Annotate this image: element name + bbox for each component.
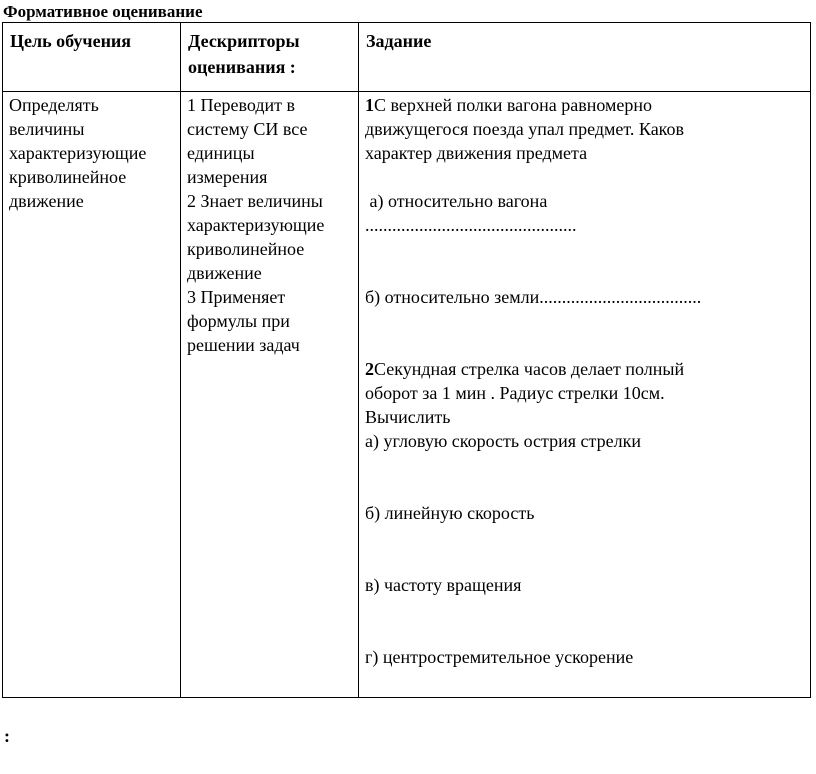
descriptor-line: движение xyxy=(187,263,262,283)
spacer xyxy=(365,525,810,573)
task1-option-b: б) относительно земли.................................... xyxy=(365,287,702,307)
task2-line3: Вычислить xyxy=(365,407,451,427)
footer-colon: : xyxy=(4,726,10,746)
descriptor-line: криволинейное xyxy=(187,239,305,259)
descriptor-line: формулы при xyxy=(187,311,290,331)
goal-line: величины xyxy=(9,119,85,139)
header-task: Задание xyxy=(366,31,432,51)
task2-line2: оборот за 1 мин . Радиус стрелки 10см. xyxy=(365,383,665,403)
spacer xyxy=(365,453,810,501)
descriptor-line: 1 Переводит в xyxy=(187,95,295,115)
task1-line1: 1С верхней полки вагона равномерно xyxy=(365,95,652,115)
task2-option-b: б) линейную скорость xyxy=(365,503,535,523)
content-row xyxy=(3,92,811,698)
task2-option-a: а) угловую скорость острия стрелки xyxy=(365,431,641,451)
descriptor-line: единицы xyxy=(187,143,255,163)
descriptor-line: измерения xyxy=(187,167,268,187)
goal-line: Определять xyxy=(9,95,99,115)
goal-text xyxy=(3,92,180,213)
descriptors-text xyxy=(181,92,358,357)
descriptor-line: решении задач xyxy=(187,335,300,355)
goal-line: криволинейное xyxy=(9,167,127,187)
header-descriptors-line1: Дескрипторы xyxy=(188,31,300,51)
spacer xyxy=(365,165,810,189)
task2-line1: 2Секундная стрелка часов делает полный xyxy=(365,359,685,379)
task1-answer-line-a: ............................................... xyxy=(365,215,577,235)
descriptor-line: систему СИ все xyxy=(187,119,308,139)
header-descriptors-cell xyxy=(181,23,359,92)
task2-number: 2 xyxy=(365,359,374,379)
header-descriptors xyxy=(181,23,358,80)
spacer xyxy=(365,237,810,285)
descriptor-line: 2 Знает величины xyxy=(187,191,323,211)
task-cell xyxy=(359,92,811,698)
assessment-table xyxy=(2,22,811,698)
task1-number: 1 xyxy=(365,95,374,115)
document-title: Формативное оценивание xyxy=(3,2,203,21)
goal-cell xyxy=(3,92,181,698)
descriptors-cell xyxy=(181,92,359,698)
header-goal: Цель обучения xyxy=(10,31,132,51)
task2-option-d: г) центростремительное ускорение xyxy=(365,647,634,667)
descriptor-line: 3 Применяет xyxy=(187,287,286,307)
task2-option-c: в) частоту вращения xyxy=(365,575,522,595)
header-row xyxy=(3,23,811,92)
header-task-cell xyxy=(359,23,811,92)
goal-line: движение xyxy=(9,191,84,211)
header-descriptors-line2: оценивания : xyxy=(188,57,296,77)
spacer xyxy=(365,309,810,357)
goal-line: характеризующие xyxy=(9,143,147,163)
task-text xyxy=(359,92,810,669)
task1-line3: характер движения предмета xyxy=(365,143,588,163)
task1-option-a: а) относительно вагона xyxy=(365,191,548,211)
descriptor-line: характеризующие xyxy=(187,215,325,235)
header-goal-cell xyxy=(3,23,181,92)
task1-line2: движущегося поезда упал предмет. Каков xyxy=(365,119,685,139)
spacer xyxy=(365,597,810,645)
